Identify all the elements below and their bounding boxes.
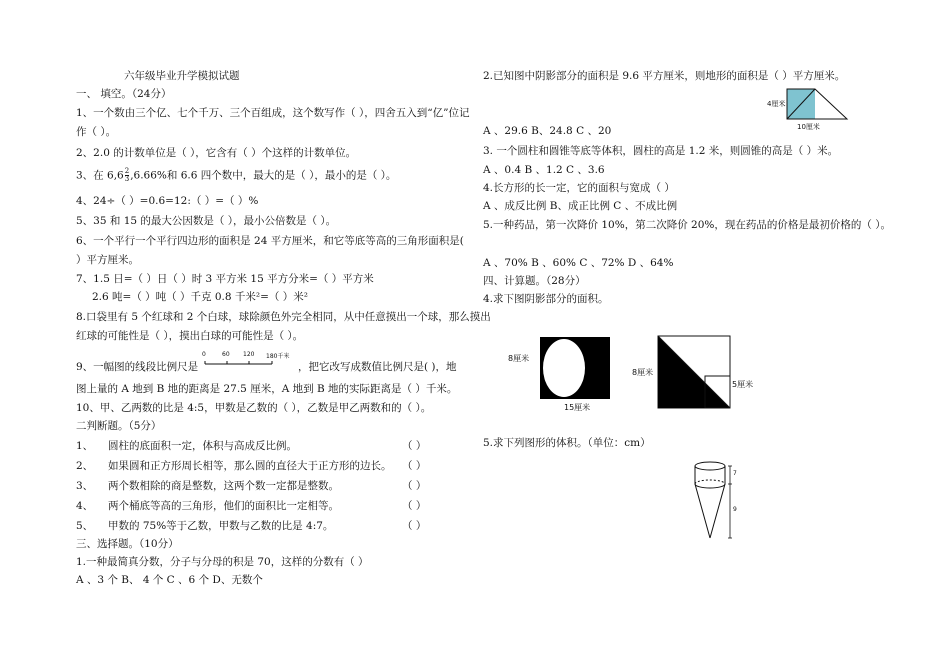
figure1-width-label: 15厘米 <box>564 403 591 412</box>
judge-item-2-blank: （ ） <box>402 460 427 472</box>
question-6-line1: 6、一个平行一个平行四边形的面积是 24 平方厘米，和它等底等高的三角形面积是( <box>76 235 464 247</box>
figure1-height-label: 8厘米 <box>508 354 530 363</box>
cylinder-cone-figure <box>690 458 770 544</box>
question-4: 4、24÷（ ）=0.6=12:（ ）=（ ）% <box>76 195 259 207</box>
judge-item-5-num: 5、 <box>76 520 94 532</box>
judge-item-3-blank: （ ） <box>402 480 427 492</box>
question-7-line2: 2.6 吨=（ ）吨（ ）千克 0.8 千米²=（ ）米² <box>92 291 308 303</box>
question-3-suffix: ,6.66%和 6.6 四个数中，最大的是（ ），最小的是（ ）。 <box>130 169 397 182</box>
judge-item-4-text: 两个桶底等高的三角形，他们的面积比一定相等。 <box>108 500 339 512</box>
judge-item-3-text: 两个数相除的商是整数，这两个数一定都是整数。 <box>108 480 339 492</box>
question-1-line1: 1、一个数由三个亿、七个千万、三个百组成，这个数写作（ ），四舍五入到“亿”位记 <box>76 107 470 119</box>
judge-item-1-blank: （ ） <box>402 440 427 452</box>
question-9-line2: 图上量的 A 地到 B 地的距离是 27.5 厘米，A 地到 B 地的实际距离是（ ）千米。 <box>76 383 458 395</box>
question-2: 2、2.0 的计数单位是（ ），它含有（ ）个这样的计数单位。 <box>76 147 357 159</box>
judge-item-2-num: 2、 <box>76 460 94 472</box>
choice-2: 2.已知图中阴影部分的面积是 9.6 平方厘米，则地形的面积是（ ）平方厘米。 <box>483 70 846 82</box>
section-fill-blank: 一、 填空。（24分） <box>76 88 172 100</box>
scale-tick-0: 0 <box>202 351 206 358</box>
judge-item-1-num: 1、 <box>76 440 94 452</box>
section-judge: 二判断题。（5分） <box>76 420 162 432</box>
question-9-suffix: ，把它改写成数值比例尺是( )，地 <box>298 361 457 373</box>
question-1-line2: 作（ ）。 <box>76 126 117 138</box>
trapezoid-figure <box>763 86 853 136</box>
section-calculation: 四、计算题。（28分） <box>483 275 586 287</box>
judge-item-5-text: 甲数的 75%等于乙数，甲数与乙数的比是 4:7。 <box>108 520 334 532</box>
scale-tick-60: 60 <box>222 351 230 358</box>
choice-3-options: A 、0.4 B 、1.2 C 、3.6 <box>483 164 605 176</box>
question-8-line2: 红球的可能性是（ ），摸出白球的可能性是（ ）。 <box>76 330 304 342</box>
cone-height-label: 9 <box>733 506 737 513</box>
choice-3: 3. 一个圆柱和圆锥等底等体积，圆柱的高是 1.2 米，则圆锥的高是（ ）米。 <box>483 145 839 157</box>
scale-tick-180: 180千米 <box>266 353 290 360</box>
figure2-small-side-label: 5厘米 <box>732 380 754 389</box>
question-10: 10、甲、乙两数的比是 4:5，甲数是乙数的（ ），乙数是甲乙两数和的（ ）。 <box>76 402 432 414</box>
figure2-large-side-label: 8厘米 <box>632 368 654 377</box>
question-9-prefix: 9、一幅图的线段比例尺是 <box>76 361 199 373</box>
judge-item-5-blank: （ ） <box>402 520 427 532</box>
judge-item-4-num: 4、 <box>76 500 94 512</box>
choice-4: 4.长方形的长一定，它的面积与宽成（ ） <box>483 182 675 194</box>
choice-4-options: A 、成反比例 B、成正比例 C 、不成比例 <box>483 200 678 212</box>
choice-5: 5.一种药品，第一次降价 10%，第二次降价 20%，现在药品的价格是最初价格的（ ）。 <box>483 219 891 231</box>
two-squares-figure <box>632 333 762 413</box>
exam-title: 六年级毕业升学模拟试题 <box>124 70 240 82</box>
scale-bar <box>202 351 292 373</box>
question-7-line1: 7、1.5 日=（ ）日（ ）时 3 平方米 15 平方分米=（ ）平方米 <box>76 273 374 285</box>
section-choice: 三、选择题。（10分） <box>76 538 179 550</box>
judge-item-3-num: 3、 <box>76 480 94 492</box>
choice-1: 1.一种最简真分数，分子与分母的积是 70，这样的分数有（ ） <box>76 556 369 568</box>
cylinder-height-label: 7 <box>733 470 737 477</box>
calc-question-5: 5.求下列图形的体积。（单位：cm） <box>483 437 651 449</box>
choice-2-options: A 、29.6 B、24.8 C 、20 <box>483 125 612 137</box>
calc-question-4: 4.求下图阴影部分的面积。 <box>483 293 609 305</box>
question-5: 5、35 和 15 的最大公因数是（ ），最小公倍数是（ ）。 <box>76 215 337 227</box>
rectangle-ellipse-figure <box>508 333 613 413</box>
trapezoid-base-label: 10厘米 <box>797 123 820 131</box>
question-3-fraction <box>125 168 129 183</box>
question-3 <box>76 168 396 183</box>
question-8-line1: 8.口袋里有 5 个红球和 2 个白球，球除颜色外完全相同，从中任意摸出一个球，那么摸出 <box>76 311 491 323</box>
judge-item-4-blank: （ ） <box>402 500 427 512</box>
choice-5-options: A 、70% B 、60% C 、72% D 、64% <box>483 257 674 269</box>
judge-item-1-text: 圆柱的底面积一定，体积与高成反比例。 <box>108 440 297 452</box>
fraction-numerator: 2 <box>124 167 130 175</box>
fraction-denominator: 3 <box>124 175 130 183</box>
question-6-line2: ）平方厘米。 <box>76 254 139 266</box>
scale-tick-120: 120 <box>243 351 255 358</box>
choice-1-options: A 、3 个 B、 4 个 C 、6 个 D、无数个 <box>76 574 263 586</box>
judge-item-2-text: 如果圆和正方形周长相等，那么圆的直径大于正方形的边长。 <box>108 460 392 472</box>
trapezoid-height-label: 4厘米 <box>767 100 786 108</box>
question-3-prefix: 3、在 6,6 <box>76 169 124 182</box>
